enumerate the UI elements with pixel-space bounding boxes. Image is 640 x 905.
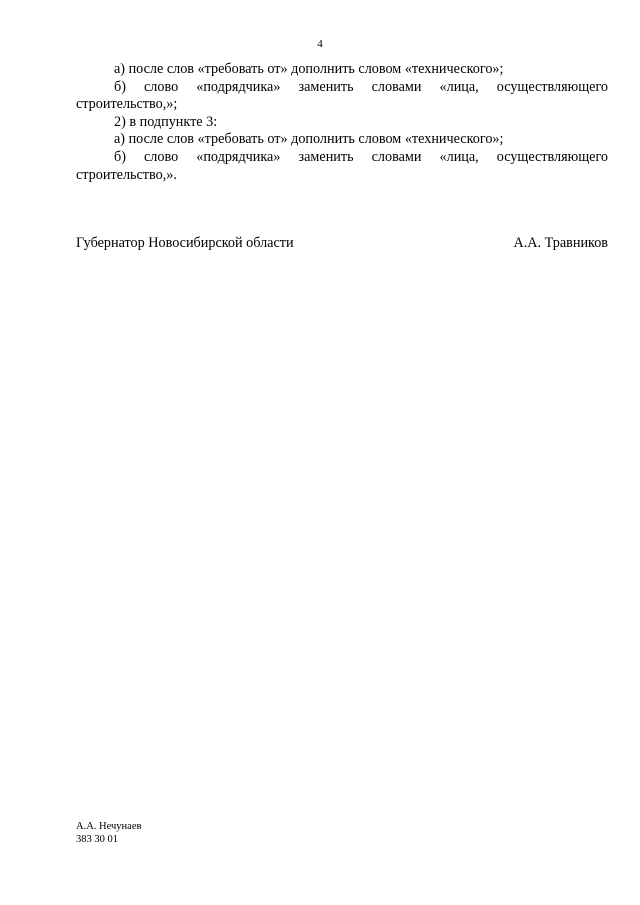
signatory-position: Губернатор Новосибирской области bbox=[76, 235, 294, 251]
paragraph-2: б) слово «подрядчика» заменить словами «лица, осуществляющего строительство,»; bbox=[76, 78, 608, 113]
paragraph-4: а) после слов «требовать от» дополнить словом «технического»; bbox=[114, 131, 504, 148]
signatory-name: А.А. Травников bbox=[513, 235, 608, 251]
signature-block bbox=[76, 235, 608, 253]
document-body bbox=[76, 61, 608, 184]
paragraph-3: 2) в подпункте 3: bbox=[114, 113, 218, 130]
paragraph-5: б) слово «подрядчика» заменить словами «лица, осуществляющего строительство,». bbox=[76, 148, 608, 183]
page-number: 4 bbox=[317, 38, 323, 50]
executor-phone: 383 30 01 bbox=[76, 834, 118, 845]
executor-name: А.А. Нечунаев bbox=[76, 821, 142, 832]
paragraph-1: а) после слов «требовать от» дополнить словом «технического»; bbox=[114, 61, 504, 77]
executor-block bbox=[76, 820, 141, 846]
